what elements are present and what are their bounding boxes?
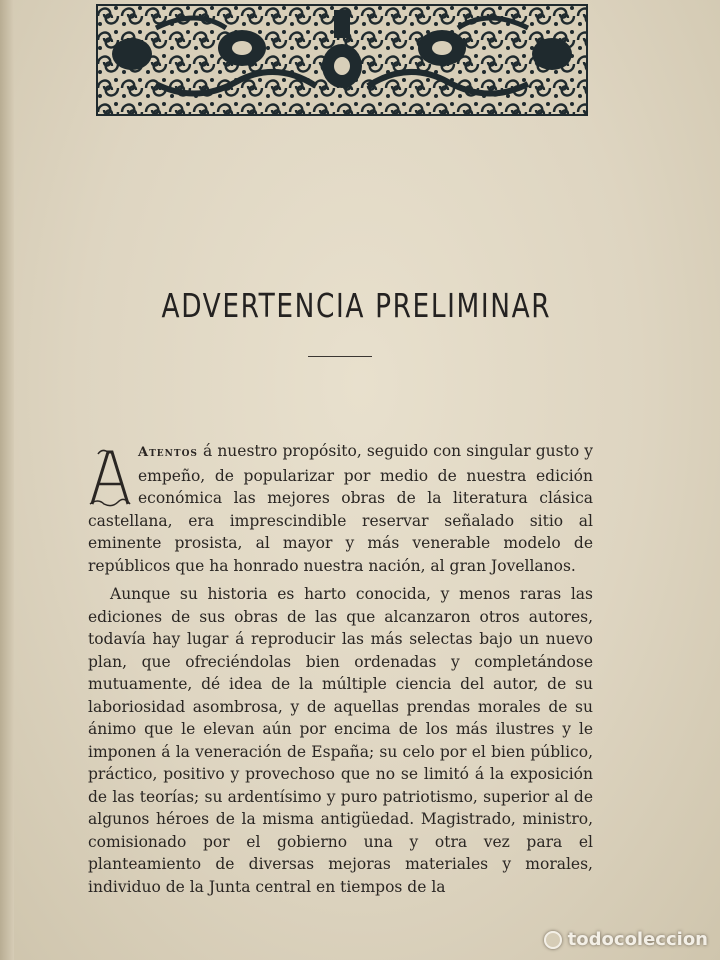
watermark-logo-icon: [544, 931, 562, 949]
paragraph-2: Aunque su historia es harto conocida, y menos raras las ediciones de sus obras de las que alcanzaron otros autores, todavía hay lugar á reproducir las más selectas bajo un nuevo plan, que ofreciéndolas bien ordenadas y completándose mutuamente, dé idea de la múltiple ciencia del autor, de su laboriosidad asombrosa, y de aquellas prendas morales de su ánimo que le elevan aún por encima de los más ilustres y le imponen á la veneración de España; su celo por el bien público, práctico, positivo y provechoso que no se limitó á la exposición de las teorías; su ardentísimo y puro patriotismo, superior al de algunos héroes de la misma antigüedad. Magistrado, ministro, comisionado por el gobierno una y otra vez para el planteamiento de diversas mejoras materiales y morales, individuo de la Junta central en tiempos de la: [88, 585, 593, 896]
paragraph-1: [88, 440, 593, 577]
lead-word: Atentos: [138, 445, 198, 460]
page-edge: [0, 0, 14, 960]
title-divider: [308, 356, 372, 357]
page-title: ADVERTENCIA PRELIMINAR: [161, 286, 552, 325]
watermark: [544, 929, 708, 950]
decorative-header-ornament: [96, 4, 588, 116]
drop-cap-initial: [88, 446, 132, 508]
body-text: [88, 440, 593, 898]
paragraph-1-text: á nuestro propósito, seguido con singular gusto y empeño, de popularizar por medio de nuestra edición económica las mejores obras de la literatura clásica castellana, era imprescindible reservar señalado sitio al eminente prosista, al mayor y más venerable modelo de repúblicos que ha honrado nuestra nación, al gran Jovellanos.: [88, 442, 593, 575]
watermark-text: todocoleccion: [567, 929, 708, 950]
